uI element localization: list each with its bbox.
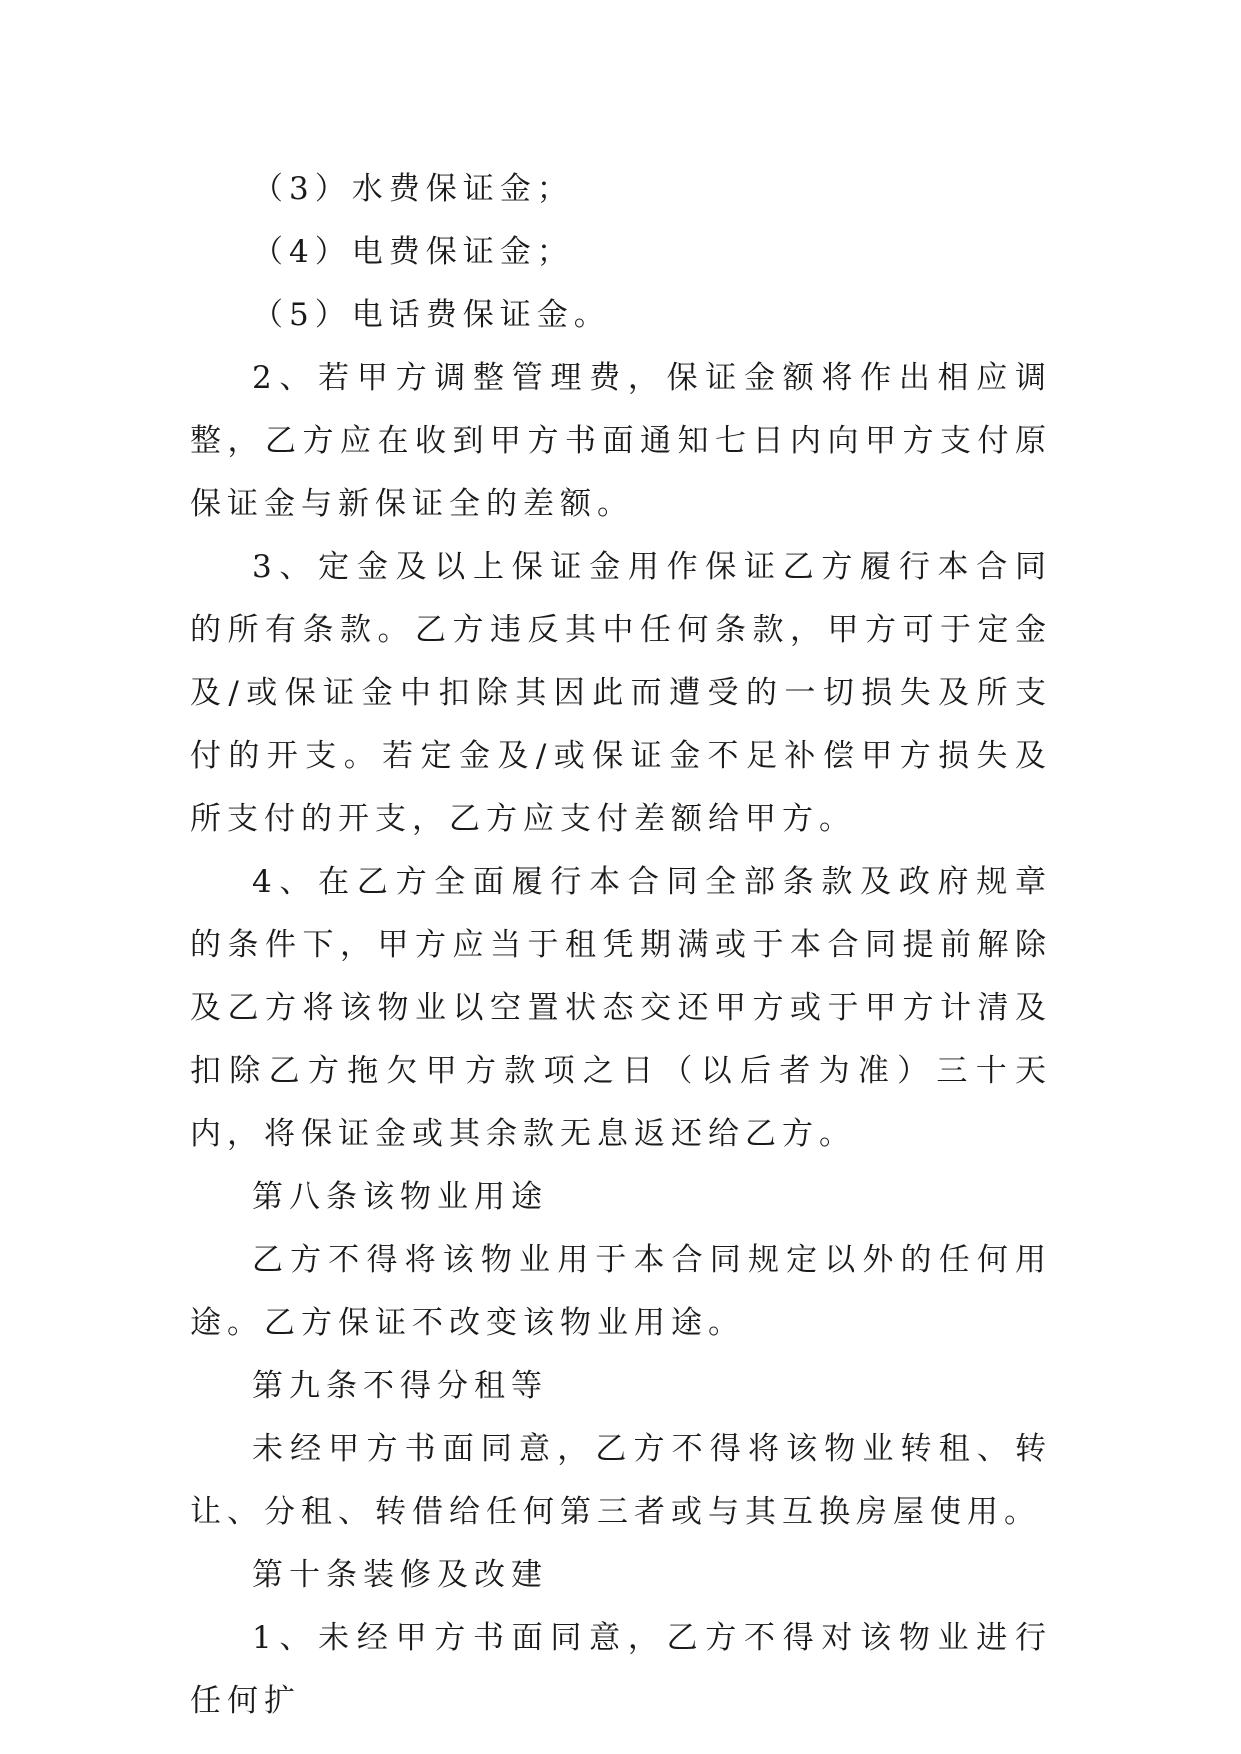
clause-electricity-deposit: （4）电费保证金；	[252, 234, 574, 270]
article-9-heading: 第九条不得分租等	[252, 1368, 548, 1404]
document-body	[190, 158, 1052, 1733]
article-8-body: 乙方不得将该物业用于本合同规定以外的任何用途。乙方保证不改变该物业用途。	[190, 1242, 1052, 1341]
clause-deposit-return: 4、在乙方全面履行本合同全部条款及政府规章的条件下，甲方应当于租凭期满或于本合同提前解除及乙方将该物业以空置状态交还甲方或于甲方计清及扣除乙方拖欠甲方款项之日（以后者为准）三十天内，将保证金或其余款无息返还给乙方。	[190, 864, 1052, 1152]
clause-deposit-usage: 3、定金及以上保证金用作保证乙方履行本合同的所有条款。乙方违反其中任何条款，甲方可于定金及/或保证金中扣除其因此而遭受的一切损失及所支付的开支。若定金及/或保证金不足补偿甲方损失及所支付的开支，乙方应支付差额给甲方。	[190, 549, 1052, 837]
article-10-heading: 第十条装修及改建	[252, 1557, 548, 1593]
article-9-body: 未经甲方书面同意，乙方不得将该物业转租、转让、分租、转借给任何第三者或与其互换房屋使用。	[190, 1431, 1052, 1530]
clause-water-deposit: （3）水费保证金；	[252, 171, 574, 207]
article-8-heading: 第八条该物业用途	[252, 1179, 548, 1215]
clause-phone-deposit: （5）电话费保证金。	[252, 297, 611, 333]
article-10-clause-1: 1、未经甲方书面同意，乙方不得对该物业进行任何扩	[190, 1620, 1052, 1719]
clause-deposit-adjustment: 2、若甲方调整管理费，保证金额将作出相应调整，乙方应在收到甲方书面通知七日内向甲方支付原保证金与新保证全的差额。	[190, 360, 1052, 522]
